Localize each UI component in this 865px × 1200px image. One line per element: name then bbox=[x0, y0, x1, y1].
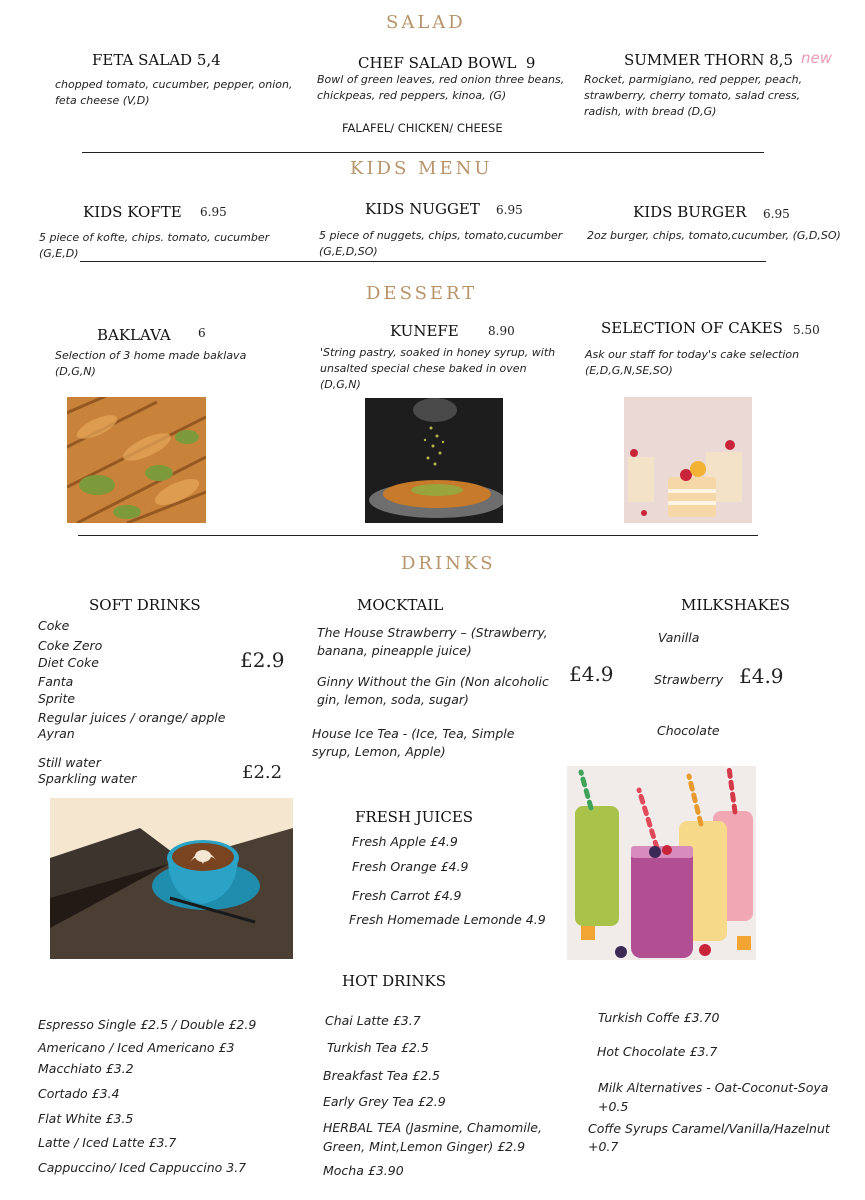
kunefe-title: KUNEFE bbox=[390, 322, 459, 340]
kids-nugget-title: KIDS NUGGET bbox=[365, 200, 480, 218]
chef-salad-desc: Bowl of green leaves, red onion three beans, chickpeas, red peppers, kinoa, (G) bbox=[317, 73, 565, 102]
mocktail-item: Ginny Without the Gin (Non alcoholic gin, lemon, soda, sugar) bbox=[317, 674, 549, 707]
cakes-image bbox=[624, 397, 752, 523]
soft-drink-item: Ayran bbox=[38, 726, 75, 741]
kids-nugget-price: 6.95 bbox=[496, 203, 523, 217]
hot-drink-item: Hot Chocolate £3.7 bbox=[597, 1044, 718, 1059]
milkshake-item: Strawberry bbox=[654, 672, 724, 687]
coffee-image bbox=[50, 798, 293, 959]
hot-drink-item: Cappuccino/ Iced Cappuccino 3.7 bbox=[38, 1160, 247, 1175]
mocktail-title: MOCKTAIL bbox=[357, 596, 444, 614]
hot-drink-item: Milk Alternatives - Oat-Coconut-Soya bbox=[598, 1080, 829, 1095]
baklava-price: 6 bbox=[198, 326, 206, 340]
water-item: Sparkling water bbox=[38, 771, 137, 786]
soft-drink-item: Fanta bbox=[38, 674, 74, 689]
milkshake-item: Vanilla bbox=[658, 630, 700, 645]
cakes-title: SELECTION OF CAKES bbox=[601, 319, 783, 337]
hot-drink-item: Mocha £3.90 bbox=[323, 1163, 404, 1178]
mocktail-item: The House Strawberry – (Strawberry, banana, pineapple juice) bbox=[317, 625, 548, 658]
hot-drink-item: Cortado £3.4 bbox=[38, 1086, 120, 1101]
kids-kofte-desc: 5 piece of kofte, chips. tomato, cucumber (G,E,D) bbox=[39, 231, 270, 260]
kunefe-image bbox=[365, 398, 503, 523]
kids-heading: KIDS MENU bbox=[350, 158, 493, 179]
hot-drink-item: Americano / Iced Americano £3 bbox=[38, 1040, 235, 1055]
hot-drink-item: Early Grey Tea £2.9 bbox=[323, 1094, 446, 1109]
milkshakes-title: MILKSHAKES bbox=[681, 596, 791, 614]
fresh-juice-item: Fresh Carrot £4.9 bbox=[352, 888, 462, 903]
kids-kofte-price: 6.95 bbox=[200, 205, 227, 219]
new-badge: new bbox=[801, 49, 833, 67]
kids-burger-price: 6.95 bbox=[763, 207, 790, 221]
hot-drink-item: Macchiato £3.2 bbox=[38, 1061, 134, 1076]
hot-drink-item: +0.5 bbox=[598, 1099, 629, 1114]
soft-drinks-price: £2.9 bbox=[240, 648, 285, 672]
hot-drink-item: Turkish Coffe £3.70 bbox=[598, 1010, 720, 1025]
soft-drink-item: Coke Zero bbox=[38, 638, 103, 653]
hot-drink-item: Chai Latte £3.7 bbox=[325, 1013, 421, 1028]
soft-drink-item: Coke bbox=[38, 618, 70, 633]
feta-salad-title: FETA SALAD 5,4 bbox=[92, 51, 221, 69]
baklava-desc: Selection of 3 home made baklava (D,G,N) bbox=[55, 349, 247, 378]
baklava-title: BAKLAVA bbox=[97, 326, 171, 344]
hot-drink-item: Latte / Iced Latte £3.7 bbox=[38, 1135, 177, 1150]
chef-salad-title: CHEF SALAD BOWL 9 bbox=[358, 54, 536, 72]
hot-drink-item: Green, Mint,Lemon Ginger) £2.9 bbox=[323, 1139, 526, 1154]
mocktail-price: £4.9 bbox=[569, 662, 614, 686]
dessert-heading: DESSERT bbox=[366, 283, 478, 304]
hot-drink-item: Espresso Single £2.5 / Double £2.9 bbox=[38, 1017, 257, 1032]
fresh-juice-item: Fresh Homemade Lemonde 4.9 bbox=[349, 912, 546, 927]
salad-heading: SALAD bbox=[386, 12, 466, 33]
fresh-juice-item: Fresh Orange £4.9 bbox=[352, 859, 469, 874]
hot-drink-item: +0.7 bbox=[588, 1139, 619, 1154]
kids-kofte-title: KIDS KOFTE bbox=[83, 203, 182, 221]
milkshakes-price: £4.9 bbox=[739, 664, 784, 688]
hot-drink-item: Coffe Syrups Caramel/Vanilla/Hazelnut bbox=[588, 1121, 830, 1136]
summer-thorn-title: SUMMER THORN 8,5 bbox=[624, 51, 794, 69]
fresh-juices-title: FRESH JUICES bbox=[355, 808, 474, 826]
hot-drink-item: Breakfast Tea £2.5 bbox=[323, 1068, 440, 1083]
hot-drink-item: HERBAL TEA (Jasmine, Chamomile, bbox=[323, 1120, 542, 1135]
cakes-price: 5.50 bbox=[793, 323, 820, 337]
hot-drink-item: Flat White £3.5 bbox=[38, 1111, 134, 1126]
fresh-juice-item: Fresh Apple £4.9 bbox=[352, 834, 458, 849]
mocktail-item: House Ice Tea - (Ice, Tea, Simple syrup, Lemon, Apple) bbox=[312, 726, 515, 759]
chef-salad-options: FALAFEL/ CHICKEN/ CHEESE bbox=[342, 121, 503, 135]
soft-drink-item: Diet Coke bbox=[38, 655, 99, 670]
divider bbox=[82, 152, 764, 153]
soft-drink-item: Sprite bbox=[38, 691, 76, 706]
water-item: Still water bbox=[38, 755, 101, 770]
milkshake-item: Chocolate bbox=[657, 723, 720, 738]
kunefe-desc: 'String pastry, soaked in honey syrup, with unsalted special chese baked in oven (D,G,N) bbox=[320, 346, 556, 391]
kids-nugget-desc: 5 piece of nuggets, chips, tomato,cucumber (G,E,D,SO) bbox=[319, 229, 563, 258]
water-price: £2.2 bbox=[242, 762, 283, 783]
kids-burger-desc: 2oz burger, chips, tomato,cucumber, (G,D,SO) bbox=[587, 229, 841, 242]
soft-drink-item: Regular juices / orange/ apple bbox=[38, 710, 226, 725]
feta-salad-desc: chopped tomato, cucumber, pepper, onion, feta cheese (V,D) bbox=[55, 78, 293, 107]
divider bbox=[80, 261, 766, 262]
cakes-desc: Ask our staff for today's cake selection (E,D,G,N,SE,SO) bbox=[585, 348, 800, 377]
drinks-heading: DRINKS bbox=[401, 553, 496, 574]
hot-drink-item: Turkish Tea £2.5 bbox=[327, 1040, 429, 1055]
baklava-image bbox=[67, 397, 206, 523]
summer-thorn-desc: Rocket, parmigiano, red pepper, peach, strawberry, cherry tomato, salad cress, radish, with bread (D,G) bbox=[584, 73, 803, 118]
kunefe-price: 8.90 bbox=[488, 324, 515, 338]
hot-drinks-title: HOT DRINKS bbox=[342, 972, 447, 990]
soft-drinks-title: SOFT DRINKS bbox=[89, 596, 201, 614]
smoothie-image bbox=[567, 766, 756, 960]
divider bbox=[78, 535, 758, 536]
kids-burger-title: KIDS BURGER bbox=[633, 203, 747, 221]
